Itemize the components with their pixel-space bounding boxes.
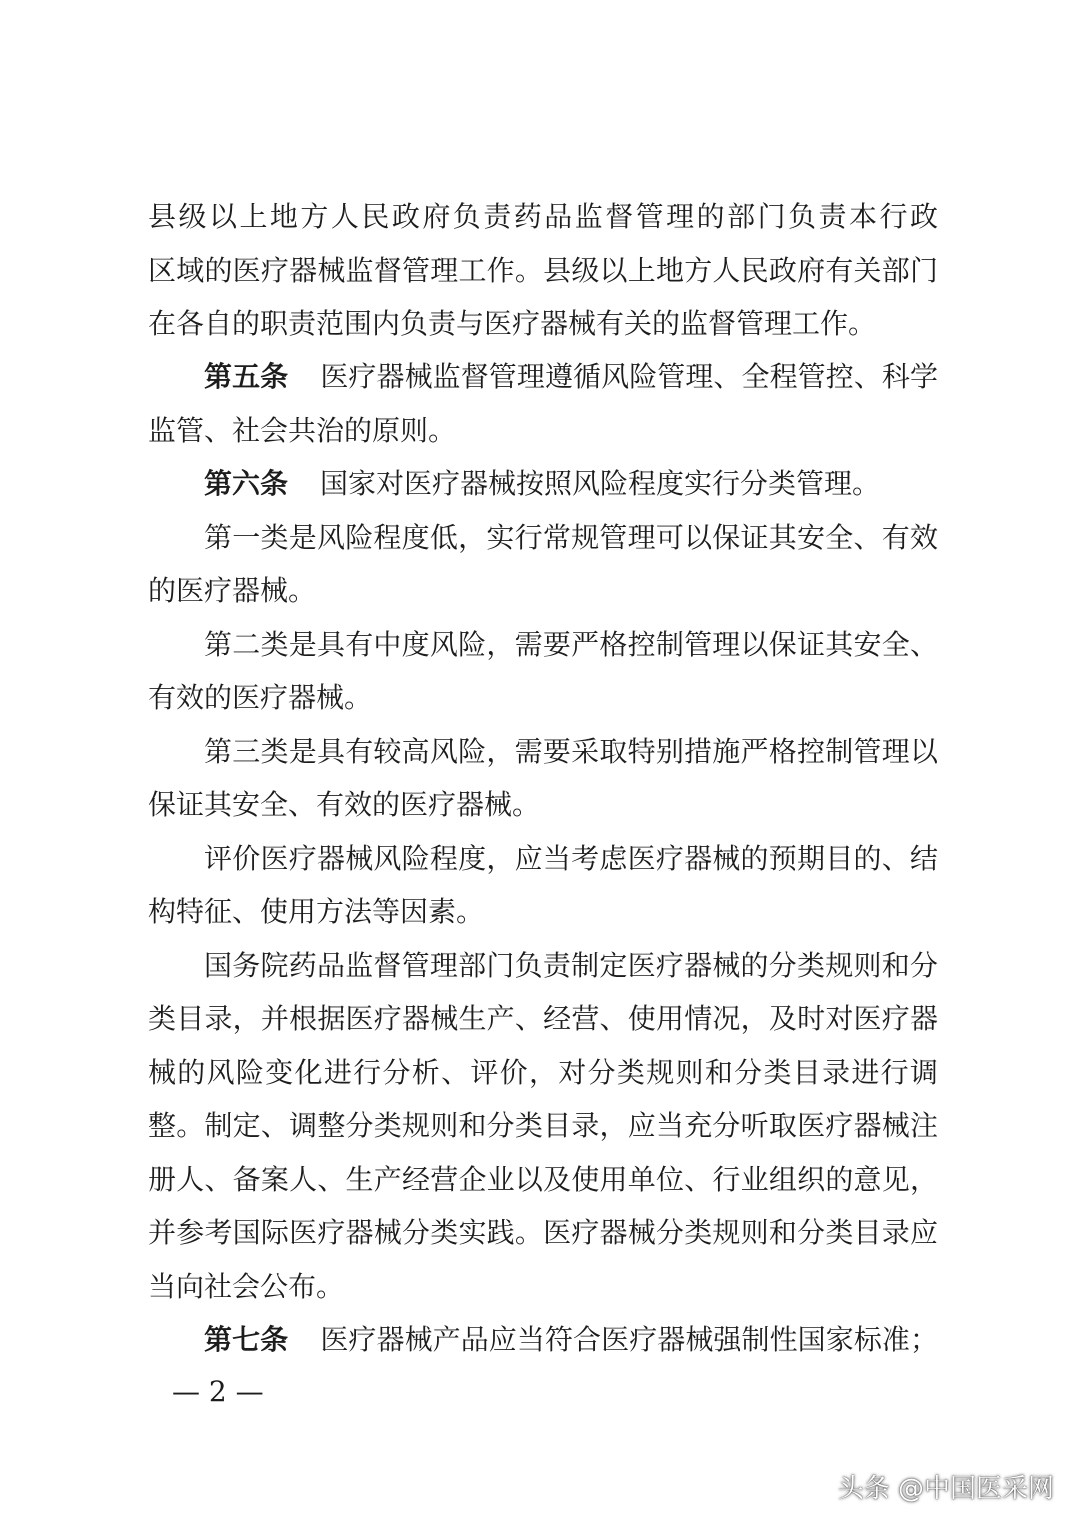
paragraph-line: 监管、社会共治的原则。	[148, 414, 457, 447]
paragraph-line: 第三类是具有较高风险，需要采取特别措施严格控制管理以	[204, 735, 938, 768]
article-5-line	[204, 359, 938, 395]
paragraph-line: 整。制定、调整分类规则和分类目录，应当充分听取医疗器械注	[148, 1109, 938, 1142]
article-5-text: 医疗器械监督管理遵循风险管理、全程管控、科学	[320, 360, 938, 393]
paragraph-line: 国务院药品监督管理部门负责制定医疗器械的分类规则和分	[204, 949, 938, 982]
paragraph-line: 并参考国际医疗器械分类实践。医疗器械分类规则和分类目录应	[148, 1216, 938, 1249]
article-7-text: 医疗器械产品应当符合医疗器械强制性国家标准；	[320, 1323, 938, 1356]
paragraph-line: 评价医疗器械风险程度，应当考虑医疗器械的预期目的、结	[204, 842, 938, 875]
paragraph-line: 类目录，并根据医疗器械生产、经营、使用情况，及时对医疗器	[148, 1002, 938, 1035]
paragraph-line: 的医疗器械。	[148, 574, 317, 607]
paragraph-line: 县级以上地方人民政府负责药品监督管理的部门负责本行政	[148, 200, 938, 233]
page-number: — 2 —	[172, 1375, 264, 1408]
paragraph-line: 当向社会公布。	[148, 1270, 345, 1303]
paragraph-line: 区域的医疗器械监督管理工作。县级以上地方人民政府有关部门	[148, 254, 938, 287]
watermark: 头条 @中国医采网	[837, 1474, 1054, 1504]
article-6-line	[204, 466, 938, 502]
article-7-line	[204, 1322, 938, 1358]
article-6-title: 第六条	[204, 467, 289, 500]
paragraph-line: 有效的医疗器械。	[148, 681, 373, 714]
paragraph-line: 第二类是具有中度风险，需要严格控制管理以保证其安全、	[204, 628, 938, 661]
paragraph-line: 保证其安全、有效的医疗器械。	[148, 788, 541, 821]
paragraph-line: 在各自的职责范围内负责与医疗器械有关的监督管理工作。	[148, 307, 877, 340]
paragraph-line: 械的风险变化进行分析、评价，对分类规则和分类目录进行调	[148, 1056, 938, 1089]
paragraph-line: 第一类是风险程度低，实行常规管理可以保证其安全、有效	[204, 521, 938, 554]
article-7-title: 第七条	[204, 1323, 289, 1356]
paragraph-line: 册人、备案人、生产经营企业以及使用单位、行业组织的意见，	[148, 1163, 938, 1196]
paragraph-line: 构特征、使用方法等因素。	[148, 895, 485, 928]
article-5-title: 第五条	[204, 360, 289, 393]
article-6-text: 国家对医疗器械按照风险程度实行分类管理。	[320, 467, 881, 500]
